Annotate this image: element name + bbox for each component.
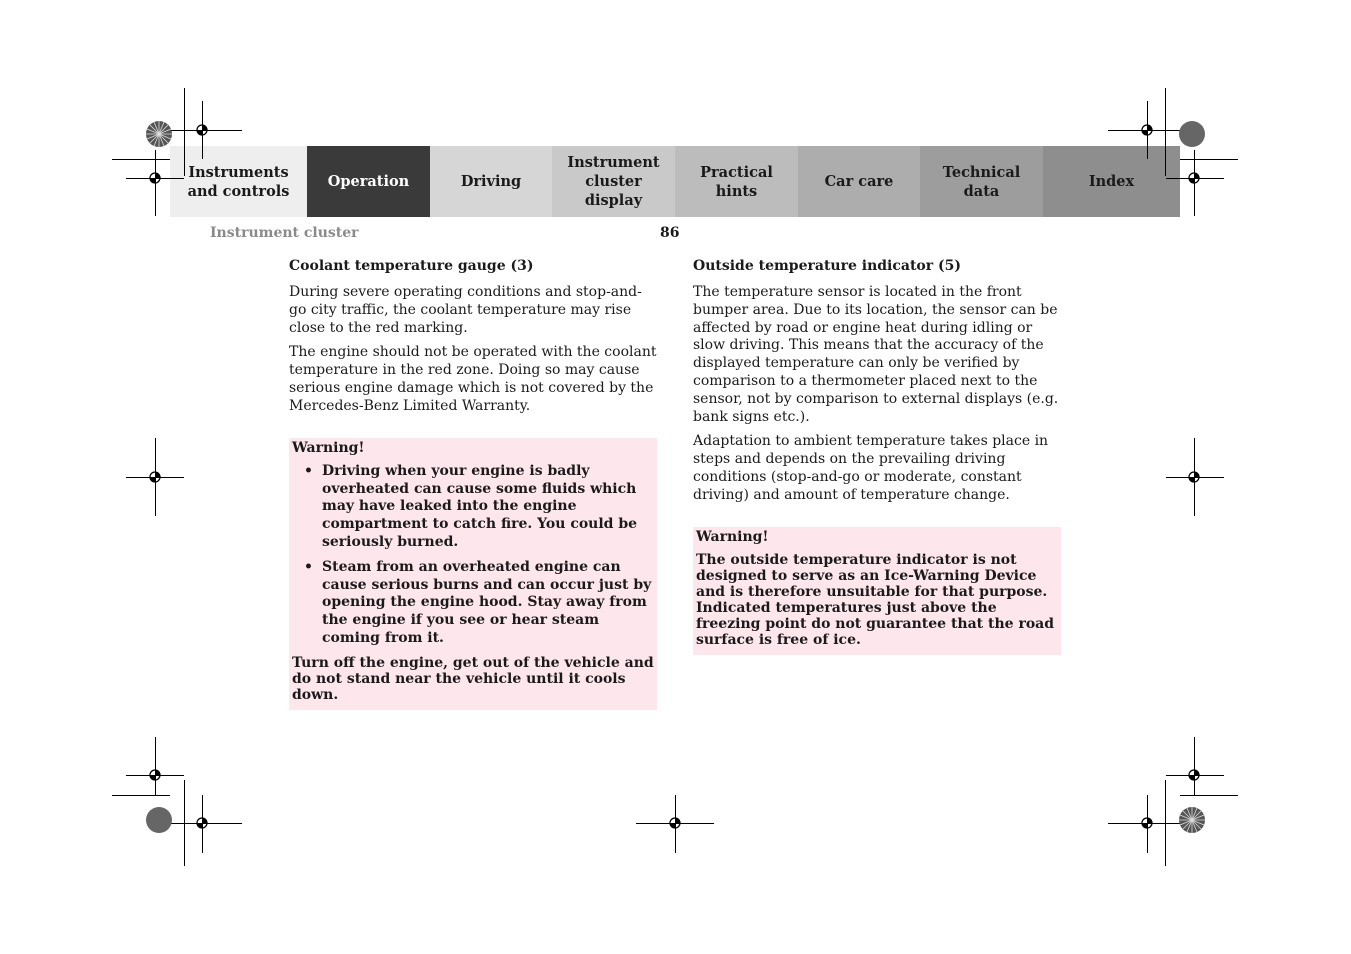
- registration-target-icon: [1186, 170, 1202, 186]
- tab-label: Instruments and controls: [187, 163, 290, 200]
- tab-label: Driving: [460, 173, 522, 190]
- bullet-icon: •: [304, 559, 313, 576]
- warning-list: [292, 463, 654, 647]
- registration-target-icon: [194, 122, 210, 138]
- chapter-nav: [170, 146, 1180, 217]
- crop-line: [1180, 159, 1238, 160]
- tab-technical-data[interactable]: [920, 146, 1043, 217]
- tab-instrument-cluster-display[interactable]: [552, 146, 675, 217]
- page-number: 86: [660, 225, 680, 241]
- star-target-icon: [1178, 120, 1206, 148]
- registration-target-icon: [147, 170, 163, 186]
- warning-title: Warning!: [292, 439, 365, 456]
- crop-line: [1194, 737, 1195, 795]
- warning-title: Warning!: [696, 528, 769, 545]
- outside-temp-paragraph-1: The temperature sensor is located in the front bumper area. Due to its location, the sensor can be affected by road or engine heat during idling or slow driving. This means that the accuracy of the displayed temperature can only be verified by comparison to a thermometer placed next to the sensor, not by comparison to external displays (e.g. bank signs etc.).: [693, 284, 1059, 425]
- star-target-icon: [145, 120, 173, 148]
- tab-label: Car care: [824, 173, 894, 190]
- star-target-icon: [145, 806, 173, 834]
- right-column: [693, 257, 1061, 655]
- bullet-icon: •: [304, 463, 313, 480]
- crop-line: [1165, 88, 1166, 176]
- crop-line: [112, 159, 170, 160]
- coolant-warning-box: [289, 438, 657, 711]
- tab-driving[interactable]: [430, 146, 552, 217]
- warning-bullet-text: Driving when your engine is badly overheated can cause some fluids which may have leaked into the engine compartment to catch fire. You could be seriously burned.: [322, 463, 638, 550]
- coolant-paragraph-2: The engine should not be operated with the coolant temperature in the red zone. Doing so may cause serious engine damage which is not covered by the Mercedes-Benz Limited Warranty.: [289, 344, 657, 414]
- coolant-paragraph-1: During severe operating conditions and stop-and-go city traffic, the coolant temperature may rise close to the red marking.: [289, 284, 642, 336]
- outside-temp-paragraph-2: Adaptation to ambient temperature takes place in steps and depends on the prevailing driving conditions (stop-and-go or moderate, constant driving) and amount of temperature change.: [693, 433, 1049, 503]
- warning-tail-text: Turn off the engine, get out of the vehicle and do not stand near the vehicle until it cools down.: [292, 655, 654, 704]
- registration-target-icon: [667, 815, 683, 831]
- warning-bullet-item: [292, 559, 654, 647]
- registration-target-icon: [1139, 122, 1155, 138]
- section-title: Instrument cluster: [210, 225, 359, 241]
- tab-practical-hints[interactable]: [675, 146, 798, 217]
- registration-target-icon: [147, 469, 163, 485]
- registration-target-icon: [194, 815, 210, 831]
- warning-bullet-text: Steam from an overheated engine can cause serious burns and can occur just by opening the engine hood. Stay away from the engine if you see or hear steam coming from it.: [322, 559, 652, 646]
- crop-line: [155, 737, 156, 795]
- outside-temp-warning-box: [693, 527, 1061, 656]
- crop-line: [184, 88, 185, 176]
- left-column: [289, 257, 657, 710]
- outside-temp-heading: Outside temperature indicator (5): [693, 258, 961, 274]
- registration-target-icon: [147, 767, 163, 783]
- tab-label: Index: [1088, 173, 1135, 190]
- tab-label: Instrument cluster display: [567, 154, 660, 209]
- coolant-heading: Coolant temperature gauge (3): [289, 258, 534, 274]
- tab-instruments-and-controls[interactable]: [170, 146, 307, 217]
- star-target-icon: [1178, 806, 1206, 834]
- tab-operation[interactable]: [307, 146, 430, 217]
- registration-target-icon: [1186, 767, 1202, 783]
- tab-index[interactable]: [1043, 146, 1180, 217]
- crop-line: [112, 795, 170, 796]
- warning-bullet-item: [292, 463, 654, 551]
- warning-text: The outside temperature indicator is not designed to serve as an Ice-Warning Device and is therefore unsuitable for that purpose. Indicated temperatures just above the freezing point do not guarantee that the road surface is free of ice.: [696, 552, 1055, 649]
- tab-label: Practical hints: [700, 163, 773, 200]
- crop-line: [1180, 795, 1238, 796]
- tab-car-care[interactable]: [798, 146, 920, 217]
- registration-target-icon: [1139, 815, 1155, 831]
- tab-label: Technical data: [942, 163, 1021, 200]
- registration-target-icon: [1186, 469, 1202, 485]
- tab-label: Operation: [327, 173, 410, 190]
